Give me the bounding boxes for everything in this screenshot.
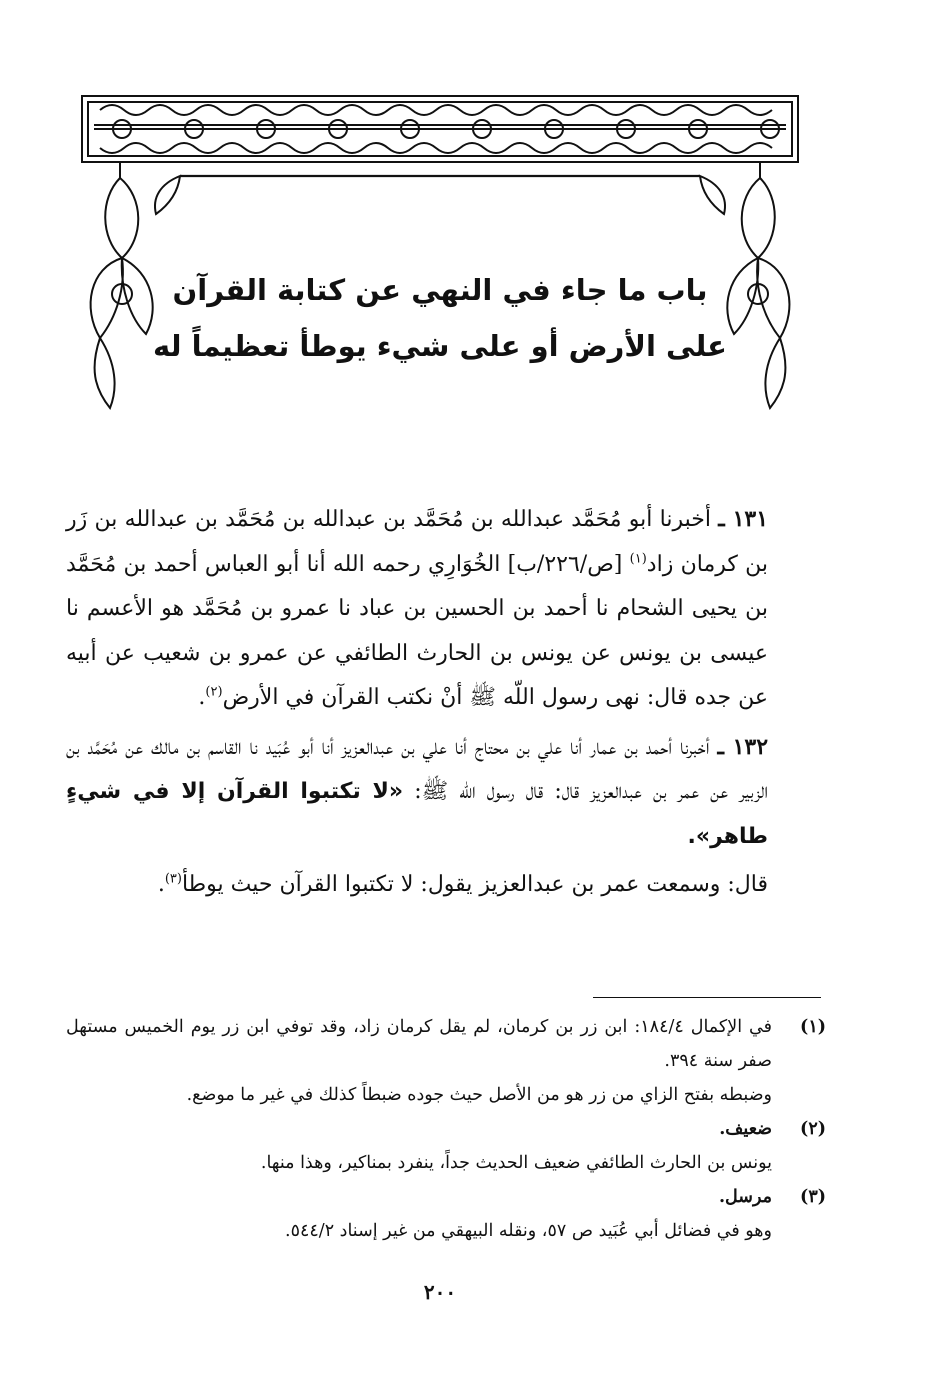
footnote-number: (٣)	[800, 1187, 826, 1207]
footnote-continuation: وضبطه بفتح الزاي من زر هو من الأصل حيث جوده ضبطاً كذلك في غير ما موضع.	[186, 1085, 772, 1105]
qal-text: قال: وسمعت عمر بن عبدالعزيز يقول: لا تكتبوا القرآن حيث يوطأ	[181, 872, 768, 897]
qal-end-mark: .	[157, 872, 165, 897]
hadith-end-mark: .	[198, 685, 206, 710]
hadith-text-part-2: [ص/٢٢٦/ب] الخُوَارِي رحمه الله أنا أبو العباس أحمد بن مُحَمَّد بن يحيى الشحام نا أحمد بن الحسين بن عباد نا عمرو بن مُحَمَّد هو الأعسم نا عيسى بن يونس عن يونس بن الحارث الطائفي عن عمرو بن شعيب عن أبيه عن جده قال: نهى رسول اللّه ﷺ أنْ نكتب القرآن في الأرض	[66, 551, 768, 710]
ornamental-frame	[60, 88, 820, 428]
footnotes	[66, 1010, 826, 1248]
footnote-ref-3[interactable]: (٣)	[164, 871, 182, 887]
chapter-title-line-1: باب ما جاء في النهي عن كتابة القرآن	[172, 273, 708, 307]
footnote-3	[66, 1180, 826, 1214]
footnote-1	[66, 1010, 826, 1078]
chapter-title	[150, 262, 730, 374]
footnote-text: مرسل.	[718, 1187, 772, 1207]
footnote-2	[66, 1112, 826, 1146]
qal-statement	[66, 863, 824, 908]
hadith-131	[66, 497, 824, 721]
hadith-text: أخبرنا أحمد بن عمار أنا علي بن محتاج أنا علي بن عبدالعزيز أنا أبو عُبَيد نا القاسم بن مالك عن مُحَمَّد بن الزبير عن عمر بن عبدالعزيز قال: قال رسول اللّه ﷺ:	[66, 734, 768, 804]
footnote-number: (١)	[800, 1017, 826, 1037]
hadith-text-part-1: أخبرنا أبو مُحَمَّد عبدالله بن مُحَمَّد بن عبدالله بن مُحَمَّد بن عبدالله بن زَر بن كرمان زاد	[66, 507, 768, 577]
footnote-ref-2[interactable]: (٢)	[205, 684, 223, 700]
footnote-text: في الإكمال ١٨٤/٤: ابن زر بن كرمان، لم يقل كرمان زاد، وقد توفي ابن زر يوم الخميس مستهل صفر سنة ٣٩٤.	[66, 1017, 772, 1071]
hadith-number: ١٣١ ـ	[718, 506, 769, 532]
chapter-title-line-2: على الأرض أو على شيء يوطأ تعظيماً له	[153, 329, 727, 363]
main-text	[66, 497, 824, 908]
prophetic-quote: «لا تكتبوا القرآن إلا في شيءٍ طاهر».	[66, 779, 768, 849]
footnote-text: ضعيف.	[719, 1119, 772, 1139]
hadith-132	[66, 725, 824, 860]
hadith-number: ١٣٢ ـ	[717, 733, 769, 760]
footnote-continuation: يونس بن الحارث الطائفي ضعيف الحديث جداً، ينفرد بمناكير، وهذا منها.	[260, 1153, 772, 1173]
page-number: ٢٠٠	[423, 1280, 457, 1304]
footnote-continuation: وهو في فضائل أبي عُبَيد ص ٥٧، ونقله البيهقي من غير إسناد ٥٤٤/٢.	[285, 1221, 772, 1241]
footnote-ref-1[interactable]: (١)	[629, 551, 647, 567]
footnote-divider	[593, 997, 821, 998]
footnote-number: (٢)	[800, 1119, 826, 1139]
